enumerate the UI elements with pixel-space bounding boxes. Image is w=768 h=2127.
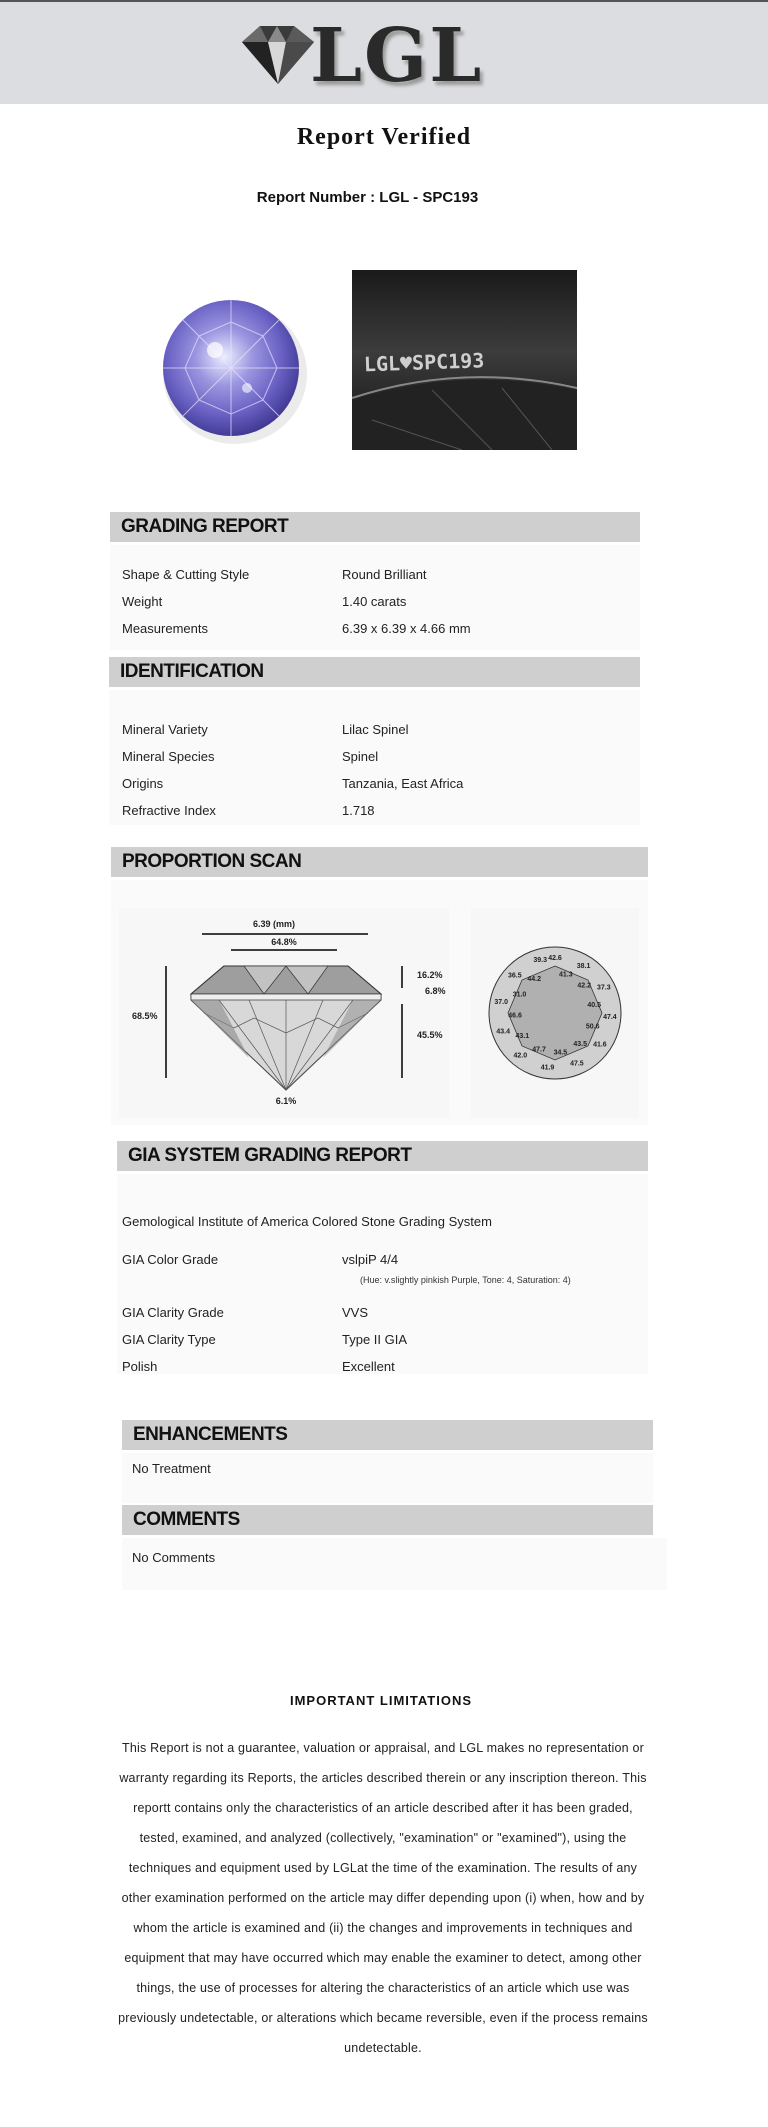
gia-clarity-grade-value: VVS — [342, 1305, 369, 1320]
enhancements-heading: ENHANCEMENTS — [122, 1420, 653, 1450]
facet-angle-label: 40.5 — [587, 1001, 602, 1009]
gia-color-value: vslpiP 4/4 — [342, 1252, 399, 1267]
mineral-variety-value: Lilac Spinel — [342, 722, 409, 737]
facet-angle-label: 46.6 — [508, 1012, 522, 1020]
girdle-pct-label: 6.8% — [425, 986, 446, 996]
gem-photo — [135, 270, 325, 460]
facet-angle-label: 36.5 — [507, 972, 522, 980]
facet-angle-label: 42.6 — [548, 955, 562, 962]
identification-panel — [109, 690, 640, 825]
profile-diagram — [119, 908, 449, 1118]
facet-angle-label: 34.5 — [553, 1049, 568, 1057]
facet-angle-label: 43.5 — [573, 1041, 588, 1048]
facet-angle-label: 44.2 — [527, 975, 542, 983]
facet-angle-label: 37.0 — [494, 998, 509, 1006]
enhancements-text: No Treatment — [132, 1461, 211, 1476]
facet-angle-label: 38.1 — [576, 963, 591, 970]
origins-value: Tanzania, East Africa — [342, 776, 464, 791]
polish-label: Polish — [122, 1359, 158, 1374]
lgl-logo — [232, 13, 492, 99]
shape-value: Round Brilliant — [342, 567, 427, 582]
measurements-value: 6.39 x 6.39 x 4.66 mm — [342, 621, 471, 636]
diamond-logo-icon — [232, 20, 322, 90]
diameter-label: 6.39 (mm) — [252, 919, 296, 929]
weight-label: Weight — [122, 594, 163, 609]
gia-system-text: Gemological Institute of America Colored Stone Grading System — [122, 1214, 492, 1229]
gia-clarity-type-label: GIA Clarity Type — [122, 1332, 216, 1347]
mineral-species-value: Spinel — [342, 749, 379, 764]
origins-label: Origins — [122, 776, 164, 791]
facet-angle-label: 43.1 — [515, 1033, 530, 1041]
proportion-scan-heading: PROPORTION SCAN — [111, 847, 648, 877]
identification-heading: IDENTIFICATION — [109, 657, 640, 687]
gia-clarity-grade-label: GIA Clarity Grade — [122, 1305, 224, 1320]
mineral-species-label: Mineral Species — [122, 749, 215, 764]
gia-report-heading: GIA SYSTEM GRADING REPORT — [117, 1141, 648, 1171]
facet-angle-label: 47.5 — [570, 1060, 584, 1068]
limitations-text: This Report is not a guarantee, valuation or appraisal, and LGL makes no representation or warranty regarding its Reports, the articles described therein or any inscription thereon. This reportt contains only the characteristics of an article described after it has been graded, tested, examined, and analyzed (collectively, "examination" or "examined"), using the techniques and equipment used by LGLat the time of the examination. The results of any other examination performed on the article may differ depending upon (i) when, how and by whom the article is examined and (ii) the changes and improvements in techniques and equipment that may have occurred which may enable the examiner to detect, among other things, the use of processes for altering the characteristics of an article which use was previously undetectable, or alterations which became reversible, even if the process remains undetectable. — [118, 1741, 648, 2055]
facet-angle-label: 42.2 — [577, 982, 592, 990]
mineral-variety-label: Mineral Variety — [122, 722, 208, 737]
inscription-photo — [352, 270, 577, 450]
facet-angle-label: 39.3 — [533, 957, 548, 964]
report-number: Report Number : LGL - SPC193 — [256, 189, 479, 206]
gia-color-label: GIA Color Grade — [122, 1252, 219, 1267]
polish-value: Excellent — [342, 1359, 395, 1374]
total-depth-label: 68.5% — [132, 1011, 158, 1021]
limitations-heading: IMPORTANT LIMITATIONS — [289, 1693, 473, 1708]
facet-angle-label: 41.6 — [593, 1041, 607, 1049]
table-pct-label: 64.8% — [271, 937, 297, 947]
gia-clarity-type-value: Type II GIA — [342, 1332, 408, 1347]
refractive-index-label: Refractive Index — [122, 803, 216, 818]
grading-report-panel — [110, 545, 640, 650]
facet-angle-label: 37.3 — [596, 984, 611, 992]
gia-report-panel — [117, 1174, 648, 1374]
culet-pct-label: 6.1% — [275, 1096, 297, 1106]
header-banner — [0, 2, 768, 104]
comments-panel — [122, 1538, 667, 1590]
facet-angle-label: 47.7 — [532, 1046, 546, 1054]
facet-angle-label: 50.6 — [585, 1023, 600, 1031]
enhancements-panel — [122, 1453, 653, 1503]
facet-angle-label: 43.4 — [496, 1028, 511, 1036]
comments-text: No Comments — [132, 1550, 216, 1565]
logo-text: LGL — [310, 13, 484, 99]
gia-color-note: (Hue: v.slightly pinkish Purple, Tone: 4, Saturation: 4) — [360, 1275, 571, 1285]
shape-label: Shape & Cutting Style — [122, 567, 250, 582]
weight-value: 1.40 carats — [342, 594, 407, 609]
facet-angle-label: 42.0 — [513, 1052, 528, 1060]
proportion-scan-panel — [111, 880, 648, 1125]
page-title: Report Verified — [296, 124, 472, 150]
facet-angle-label: 41.3 — [558, 971, 573, 979]
grading-report-heading: GRADING REPORT — [110, 512, 640, 542]
comments-heading: COMMENTS — [122, 1505, 653, 1535]
crown-pct-label: 16.2% — [417, 970, 443, 980]
facet-angle-label: 47.4 — [603, 1013, 617, 1021]
pavilion-pct-label: 45.5% — [417, 1030, 443, 1040]
refractive-index-value: 1.718 — [342, 803, 375, 818]
facet-angle-label: 41.9 — [540, 1064, 555, 1072]
inscription-text: LGL♥SPC193 — [363, 348, 485, 377]
facet-angle-label: 31.0 — [512, 991, 527, 999]
top-view-diagram — [471, 908, 639, 1118]
measurements-label: Measurements — [122, 621, 208, 636]
